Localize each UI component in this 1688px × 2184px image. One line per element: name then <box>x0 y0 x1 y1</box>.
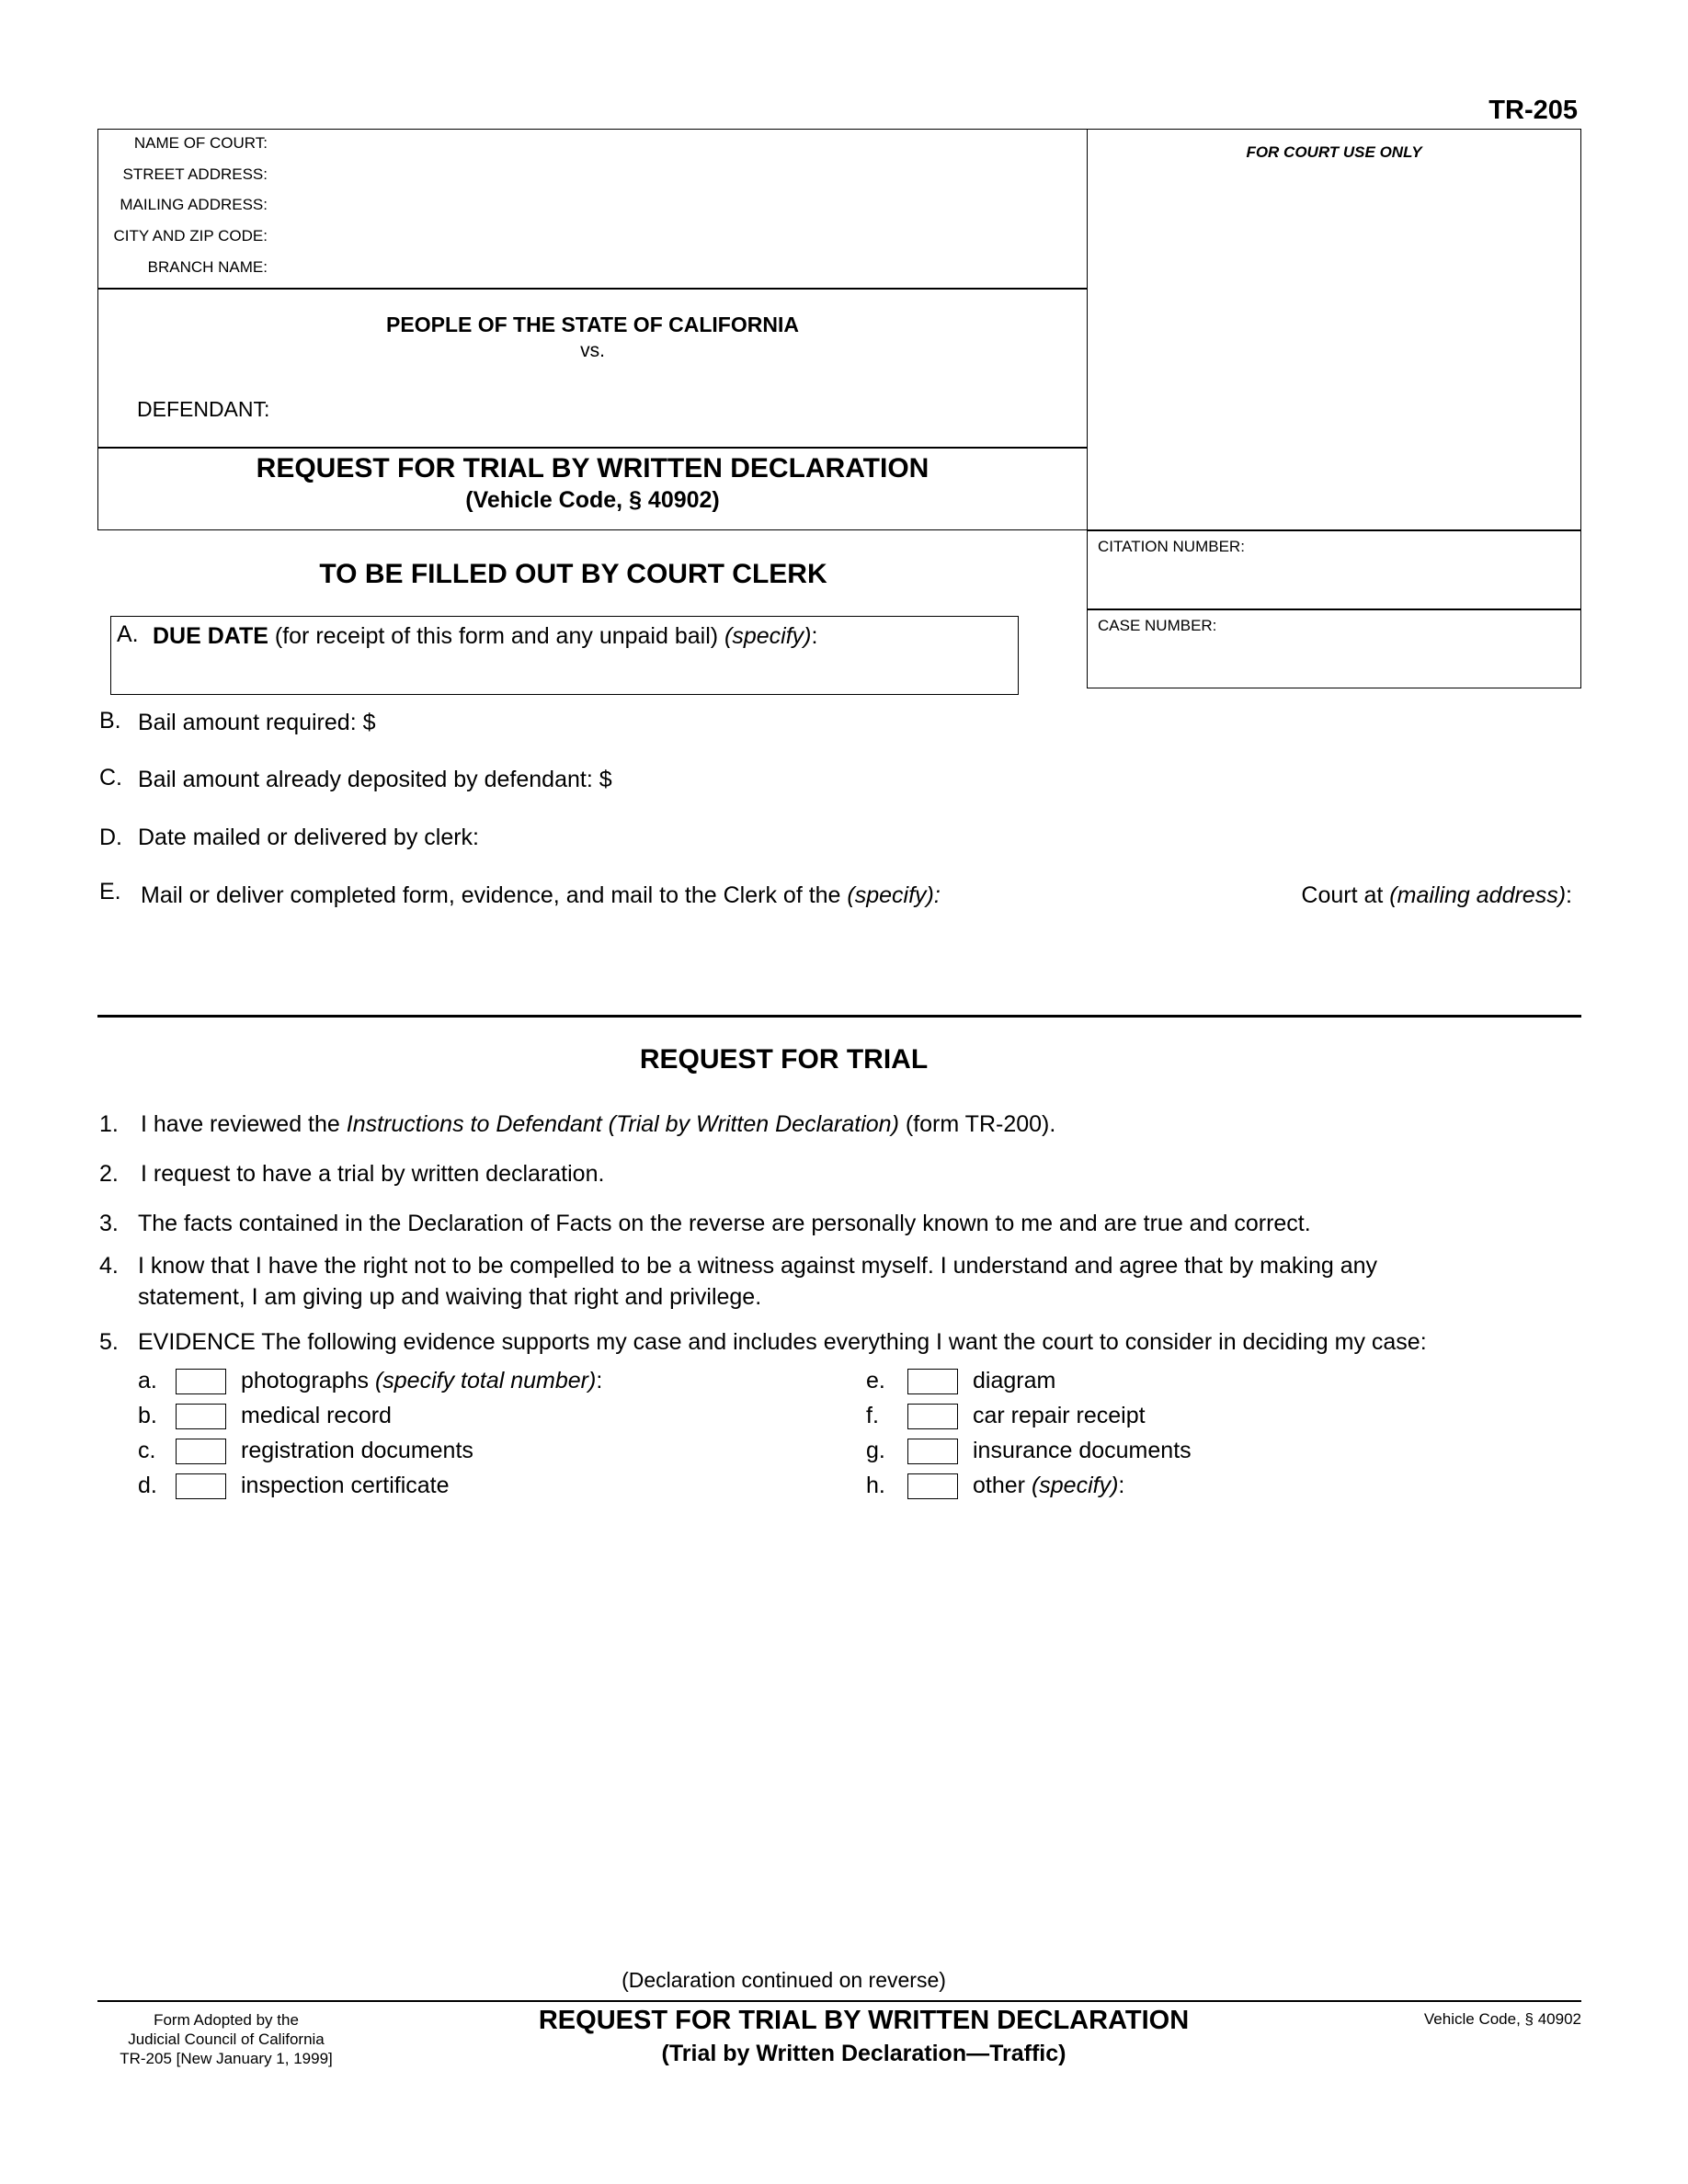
other-colon: : <box>1118 1473 1125 1498</box>
diagram-label: diagram <box>973 1368 1056 1393</box>
insurance-documents-checkbox[interactable] <box>907 1439 958 1464</box>
form-subtitle: (Vehicle Code, § 40902) <box>465 487 720 513</box>
item-4-line1: I know that I have the right not to be compelled to be a witness against myself. I understand and agree that by making any <box>138 1253 1378 1279</box>
name-of-court-label: NAME OF COURT: <box>133 134 268 152</box>
mailing-address-specify: (mailing address) <box>1389 882 1567 908</box>
evidence-g-letter: g. <box>866 1438 885 1463</box>
adopted-line-3: TR-205 [New January 1, 1999] <box>120 2050 333 2067</box>
citation-number-field[interactable] <box>1094 559 1572 603</box>
clerk-address-field[interactable] <box>97 919 1581 1002</box>
photographs-specify: (specify total number) <box>374 1368 597 1393</box>
date-mailed-label: Date mailed or delivered by clerk: <box>138 825 479 850</box>
item-b-letter: B. <box>99 708 121 734</box>
branch-name-label: BRANCH NAME: <box>147 258 268 276</box>
other-specify: (specify) <box>1031 1473 1119 1498</box>
photographs-count-field[interactable] <box>644 1365 846 1396</box>
item-3-num: 3. <box>99 1211 119 1236</box>
item-e-text <box>141 882 941 909</box>
item-4-line2: statement, I am giving up and waiving that right and privilege. <box>138 1284 762 1310</box>
mail-to-clerk-specify: (specify): <box>847 882 941 908</box>
evidence-f-letter: f. <box>866 1403 879 1428</box>
item-5-num: 5. <box>99 1329 119 1355</box>
adopted-line-2: Judicial Council of California <box>128 2030 325 2048</box>
vs-label: vs. <box>580 340 605 361</box>
adopted-line-1: Form Adopted by the <box>154 2011 299 2029</box>
due-date-label: DUE DATE <box>153 623 268 649</box>
city-zip-label: CITY AND ZIP CODE: <box>113 227 268 245</box>
registration-documents-label: registration documents <box>241 1438 473 1463</box>
mail-to-clerk-label: Mail or deliver completed form, evidence, and mail to the Clerk of the <box>141 882 848 908</box>
footer-vehicle-code: Vehicle Code, § 40902 <box>1423 2010 1581 2028</box>
item-e-letter: E. <box>99 879 121 904</box>
divider <box>1087 529 1581 531</box>
court-use-only-label: FOR COURT USE ONLY <box>1246 143 1422 161</box>
registration-documents-checkbox[interactable] <box>176 1439 226 1464</box>
court-at-label: Court at <box>1301 882 1390 908</box>
evidence-a-letter: a. <box>138 1368 157 1393</box>
item-2-text: I request to have a trial by written declaration. <box>141 1161 605 1187</box>
case-number-label: CASE NUMBER: <box>1098 617 1217 634</box>
evidence-h-letter: h. <box>866 1473 885 1498</box>
item-a-letter: A. <box>117 621 139 647</box>
item-1-text <box>141 1111 1055 1138</box>
due-date-specify: (specify) <box>724 623 812 649</box>
item-2-num: 2. <box>99 1161 119 1187</box>
item-4-num: 4. <box>99 1253 119 1279</box>
item-1-instructions: Instructions to Defendant (Trial by Written Declaration) <box>346 1111 899 1137</box>
item-1-num: 1. <box>99 1111 119 1137</box>
due-date-desc: (for receipt of this form and any unpaid bail) <box>268 623 725 649</box>
evidence-h-label <box>973 1473 1124 1499</box>
bail-deposited-label: Bail amount already deposited by defendant: $ <box>138 767 612 792</box>
insurance-documents-label: insurance documents <box>973 1438 1192 1463</box>
item-3-text: The facts contained in the Declaration of Facts on the reverse are personally known to me and are true and correct. <box>138 1211 1311 1236</box>
item-a-text <box>153 623 817 650</box>
defendant-label: DEFENDANT: <box>137 397 270 421</box>
bail-required-field[interactable] <box>405 704 772 737</box>
photographs-checkbox[interactable] <box>176 1369 226 1394</box>
request-heading: REQUEST FOR TRIAL <box>639 1044 929 1075</box>
photographs-colon: : <box>596 1368 603 1393</box>
divider <box>1087 609 1581 610</box>
inspection-certificate-label: inspection certificate <box>241 1473 450 1498</box>
court-at-text <box>1301 882 1572 909</box>
defendant-field[interactable] <box>294 391 1076 427</box>
section-divider <box>97 1015 1581 1018</box>
footer-subtitle: (Trial by Written Declaration—Traffic) <box>661 2041 1066 2066</box>
evidence-e-letter: e. <box>866 1368 885 1393</box>
photographs-label: photographs <box>241 1368 375 1393</box>
evidence-c-letter: c. <box>138 1438 156 1463</box>
medical-record-checkbox[interactable] <box>176 1404 226 1429</box>
mailing-address-label: MAILING ADDRESS: <box>120 196 268 213</box>
citation-number-label: CITATION NUMBER: <box>1098 538 1245 555</box>
continued-note: (Declaration continued on reverse) <box>622 1968 946 1992</box>
footer-divider <box>97 2000 1581 2002</box>
divider <box>97 447 1088 449</box>
date-mailed-field[interactable] <box>515 819 975 852</box>
item-1-post: (form TR-200). <box>898 1111 1056 1137</box>
other-label: other <box>973 1473 1032 1498</box>
footer-title: REQUEST FOR TRIAL BY WRITTEN DECLARATION <box>538 2006 1190 2035</box>
other-specify-field[interactable] <box>1140 1471 1572 1502</box>
car-repair-receipt-checkbox[interactable] <box>907 1404 958 1429</box>
form-id: TR-205 <box>1488 96 1578 125</box>
bail-deposited-field[interactable] <box>653 761 1021 794</box>
other-checkbox[interactable] <box>907 1473 958 1499</box>
item-c-letter: C. <box>99 765 122 791</box>
item-1-pre: I have reviewed the <box>141 1111 347 1137</box>
case-number-field[interactable] <box>1094 638 1572 682</box>
clerk-heading: TO BE FILLED OUT BY COURT CLERK <box>319 559 827 589</box>
car-repair-receipt-label: car repair receipt <box>973 1403 1146 1428</box>
item-d-letter: D. <box>99 825 122 850</box>
due-date-colon: : <box>811 623 818 649</box>
court-use-box <box>1087 129 1581 688</box>
medical-record-label: medical record <box>241 1403 392 1428</box>
bail-required-label: Bail amount required: $ <box>138 710 376 735</box>
people-heading: PEOPLE OF THE STATE OF CALIFORNIA <box>386 313 799 336</box>
inspection-certificate-checkbox[interactable] <box>176 1473 226 1499</box>
divider <box>97 288 1088 290</box>
evidence-d-letter: d. <box>138 1473 157 1498</box>
form-title: REQUEST FOR TRIAL BY WRITTEN DECLARATION <box>256 453 930 483</box>
item-5-text: EVIDENCE The following evidence supports my case and includes everything I want the court to consider in deciding my case: <box>138 1329 1427 1355</box>
court-info-entry[interactable] <box>276 131 1076 282</box>
court-at-colon: : <box>1566 882 1572 908</box>
evidence-b-letter: b. <box>138 1403 157 1428</box>
street-address-label: STREET ADDRESS: <box>122 165 268 183</box>
evidence-a-label <box>241 1368 602 1394</box>
diagram-checkbox[interactable] <box>907 1369 958 1394</box>
